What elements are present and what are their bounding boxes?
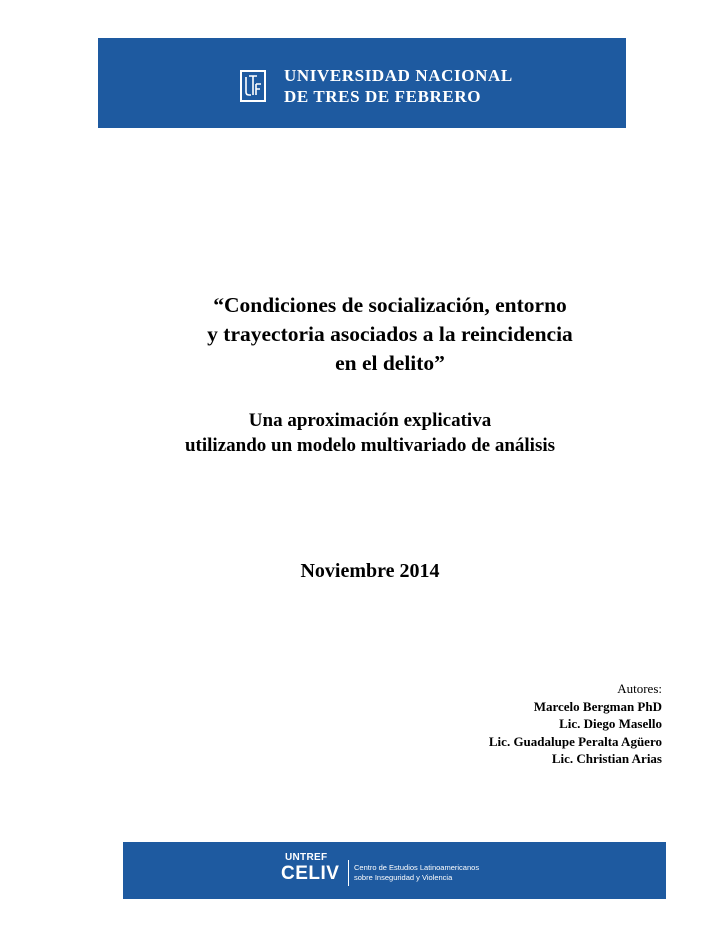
title-line1: “Condiciones de socialización, entorno bbox=[213, 293, 567, 317]
university-header-banner bbox=[98, 38, 626, 128]
celiv-description-line1: Centro de Estudios Latinoamericanos bbox=[354, 863, 480, 872]
title-line3: en el delito” bbox=[335, 351, 445, 375]
untref-logo-icon bbox=[242, 72, 264, 100]
celiv-logo-text: CELIV bbox=[281, 863, 340, 884]
publication-date: Noviembre 2014 bbox=[300, 560, 440, 582]
subtitle-line2: utilizando un modelo multivariado de análisis bbox=[184, 435, 556, 456]
university-name-line2: DE TRES DE FEBRERO bbox=[284, 87, 482, 106]
celiv-description bbox=[354, 863, 479, 883]
university-name bbox=[284, 65, 513, 107]
untref-small-label: UNTREF bbox=[285, 852, 328, 863]
author-name: Lic. Diego Masello bbox=[559, 716, 662, 731]
footer-divider bbox=[348, 860, 349, 886]
document-title bbox=[160, 291, 620, 378]
university-name-line1: UNIVERSIDAD NACIONAL bbox=[284, 66, 513, 85]
university-logo bbox=[240, 70, 266, 102]
celiv-description-line2: sobre Inseguridad y Violencia bbox=[354, 873, 453, 882]
celiv-footer-banner bbox=[123, 842, 666, 899]
authors-label: Autores: bbox=[617, 681, 662, 696]
author-name: Lic. Christian Arias bbox=[551, 751, 662, 766]
author-name: Marcelo Bergman PhD bbox=[533, 698, 662, 714]
subtitle-line1: Una aproximación explicativa bbox=[248, 410, 492, 431]
authors-block bbox=[489, 680, 662, 768]
author-name: Lic. Guadalupe Peralta Agüero bbox=[488, 733, 662, 749]
document-subtitle bbox=[140, 408, 600, 458]
title-line2: y trayectoria asociados a la reincidencia bbox=[207, 322, 573, 346]
